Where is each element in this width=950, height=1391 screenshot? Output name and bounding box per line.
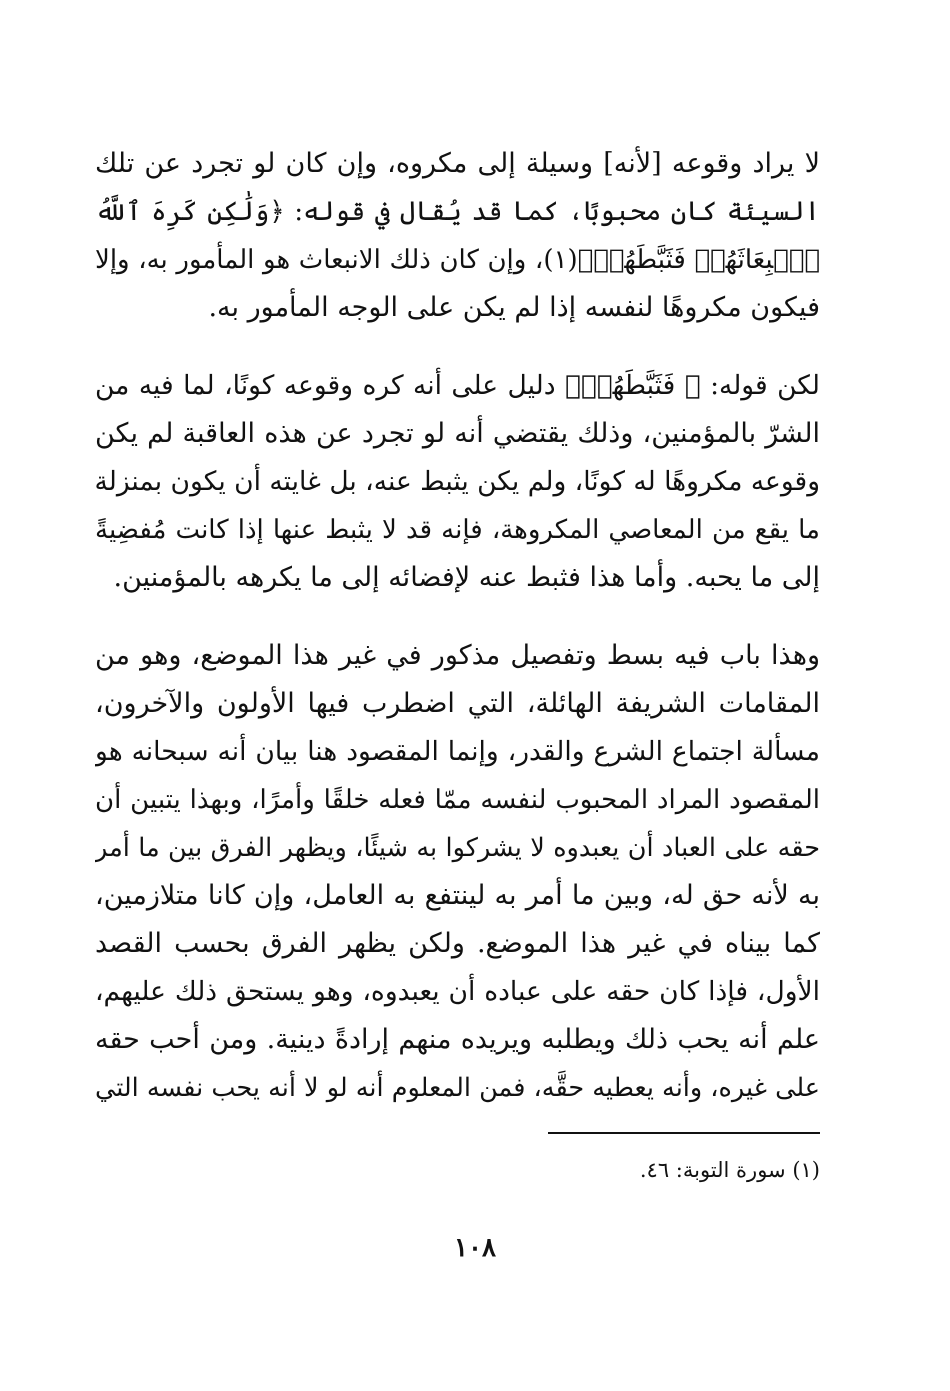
text-line: ما يقع من المعاصي المكروهة، فإنه قد لا يثبط عنها إذا كانت مُفضِيةً [95, 515, 820, 545]
text-line: مسألة اجتماع الشرع والقدر، وإنما المقصود هنا بيان أنه سبحانه هو [95, 736, 820, 767]
text-line: ٱنۢبِعَاثَهُمۡ فَثَبَّطَهُمۡ﴾(١)، وإن كان ذلك الانبعاث هو المأمور به، وإلا [95, 245, 820, 275]
text-line: المقصود المراد المحبوب لنفسه ممّا فعله خلقًا وأمرًا، وبهذا يتبين أن [95, 785, 820, 815]
text-line: فيكون مكروهًا لنفسه إذا لم يكن على الوجه المأمور به. [208, 292, 820, 323]
paragraph-1 [95, 140, 820, 332]
text-line: به لأنه حق له، وبين ما أمر به لينتفع به العامل، وإن كانا متلازمين، [95, 880, 820, 911]
paragraph-3 [95, 632, 820, 1112]
text-line: السيئة كان محبوبًا، كما قد يُقال في قوله: ﴿وَلَٰكِن كَرِهَ ٱللَّهُ [95, 196, 820, 227]
paragraph-2 [95, 362, 820, 602]
footnote-separator [548, 1132, 820, 1134]
text-line: على غيره، وأنه يعطيه حقَّه، فمن المعلوم أنه لو لا أنه يحب نفسه التي [95, 1073, 820, 1103]
text-line: وقوعه مكروهًا له كونًا، ولم يكن يثبط عنه، بل غايته أن يكون بمنزلة [95, 466, 820, 497]
text-line: كما بيناه في غير هذا الموضع. ولكن يظهر الفرق بحسب القصد [95, 928, 820, 959]
text-line: إلى ما يحبه. وأما هذا فثبط عنه لإفضائه إلى ما يكرهه بالمؤمنين. [113, 562, 820, 593]
text-line: لا يراد وقوعه [لأنه] وسيلة إلى مكروه، وإن كان لو تجرد عن تلك [95, 148, 820, 179]
text-line: المقامات الشريفة الهائلة، التي اضطرب فيها الأولون والآخرون، [95, 688, 820, 719]
text-line: علم أنه يحب ذلك ويطلبه ويريده منهم إرادةً دينية. ومن أحب حقه [95, 1024, 820, 1055]
text-line: لكن قوله: ﴿ فَثَبَّطَهُمۡ﴾ دليل على أنه كره وقوعه كونًا، لما فيه من [95, 370, 820, 401]
text-line: وهذا باب فيه بسط وتفصيل مذكور في غير هذا الموضع، وهو من [95, 640, 820, 671]
footnote: (١) سورة التوبة: ٤٦. [639, 1158, 820, 1182]
text-line: الشرّ بالمؤمنين، وذلك يقتضي أنه لو تجرد عن هذه العاقبة لم يكن [95, 418, 820, 449]
text-line: الأول، فإذا كان حقه على عباده أن يعبدوه، وهو يستحق ذلك عليهم، [95, 976, 820, 1007]
page-number: ١٠٨ [454, 1233, 496, 1263]
text-line: حقه على العباد أن يعبدوه لا يشركوا به شيئًا، ويظهر الفرق بين ما أمر [95, 833, 820, 863]
